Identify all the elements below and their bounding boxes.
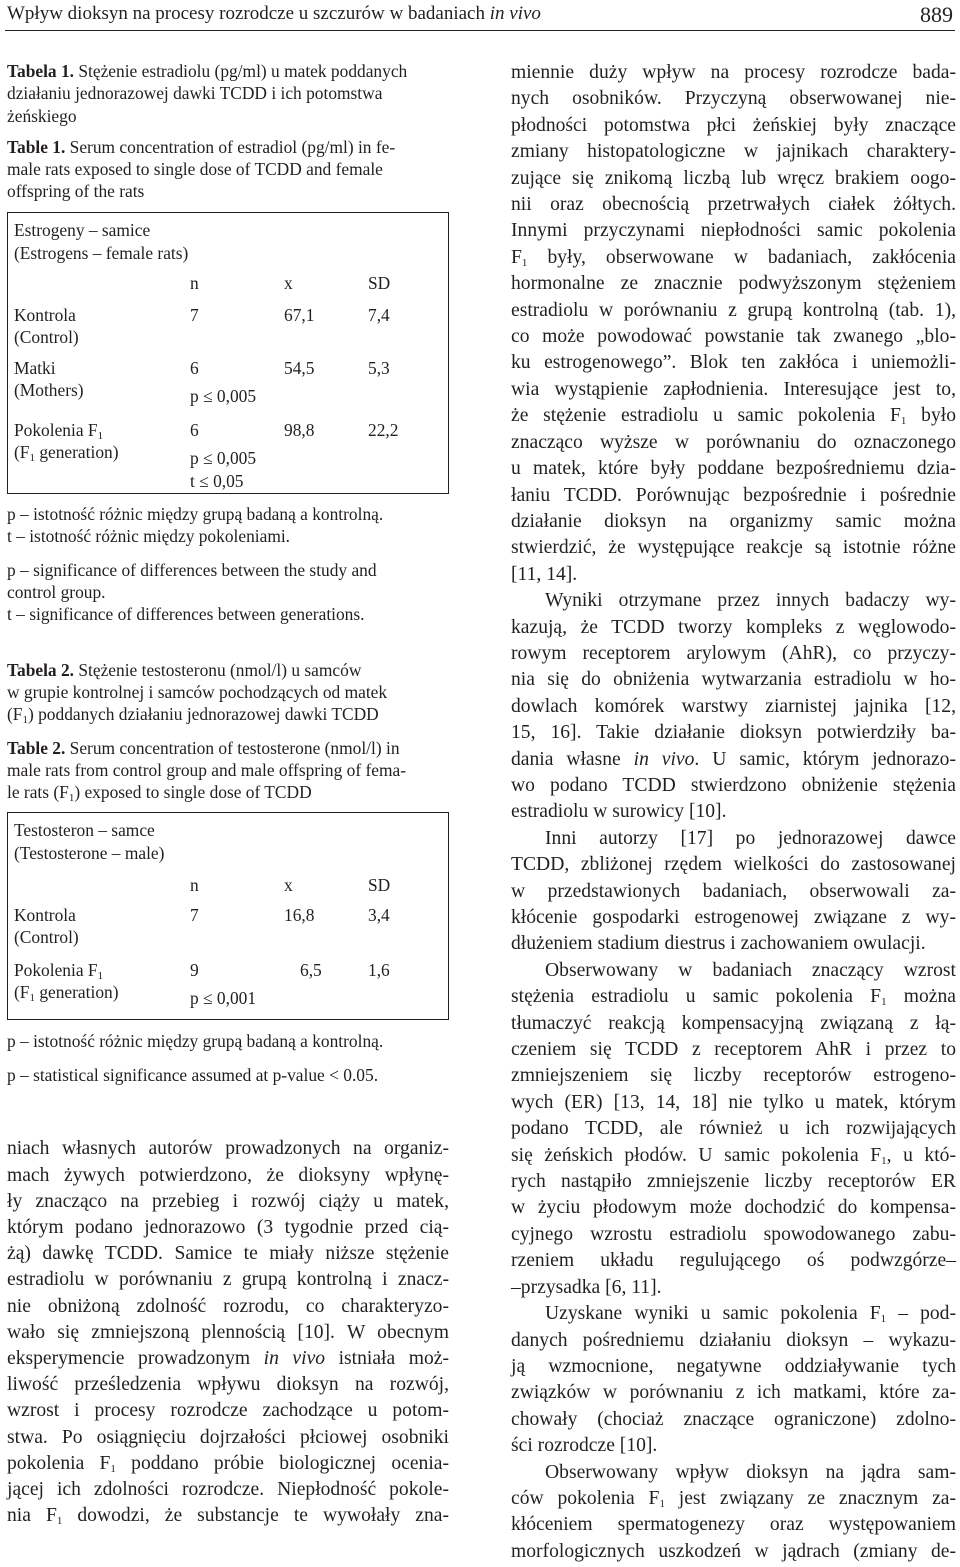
- table2: [7, 812, 449, 1020]
- table2-header-sd: SD: [368, 874, 391, 895]
- table2-header-x: x: [284, 874, 293, 895]
- table1-note: p – significance of differences between the study and: [7, 559, 377, 580]
- table2-note: p – statistical significance assumed at p-value < 0.05.: [7, 1065, 379, 1085]
- table2-group-en: (Testosterone – male): [14, 842, 165, 863]
- table-row: Kontrola (Control) 7 16,8 3,4: [14, 904, 390, 948]
- table2-header-row: [12, 874, 448, 904]
- table1-group-en: (Estrogens – female rats): [14, 242, 189, 263]
- left-column: [7, 60, 449, 1529]
- table2-caption-en: Table 2. Serum concentration of testosterone (nmol/l) in male rats from control group and male offspring of fema- le rats $(F_1)$ exposed to single dose of TCDD: [7, 737, 407, 805]
- table2-caption-pl: Tabela 2. Stężenie testosteronu (nmol/l) u samców w grupie kontrolnej i samców pochodzących od matek $(F_1)$ poddanych działaniu jednorazowej dawki TCDD: [7, 659, 388, 727]
- table1: [7, 212, 449, 494]
- running-header: [5, 2, 955, 31]
- table2-note: p – istotność różnic między grupą badaną a kontrolną.: [7, 1030, 384, 1051]
- right-column: miennie duży wpływ na procesy rozrodcze bada- nych osobników. Przyczyną obserwowanej nie- płodności potomstwa płci żeńskiej były znaczące zmiany histopatologiczne w jajnikach charaktery- zujące się znikomą liczbą lub wręcz brakiem oogo- nii oraz obecnością przetrwałych ciałek żółtych. Innymi przyczynami niepłodności samic pokolenia $F_1$ były, obserwowane w badaniach, zakłócenia hormonalne ze znacznie podwyższonym stężeniem estradiolu w porównaniu z grupą kontrolną (tab. 1), co może powodować powstanie tak zwanego „blo- ku estrogenowego”. Blok ten zakłóca i uniemożli- wia wystąpienie zapłodnienia. Interesujące jest to, że stężenie estradiolu u samic pokolenia $F_1$ było znacząco wyższe w porównaniu do oznaczonego u matek, które były poddane bezpośredniemu dzia- łaniu TCDD. Porównując bezpośrednie i pośrednie działanie dioksyn na organizmy samic można stwierdzić, że występujące reakcje są istotnie różne [11, 14]. Wyniki otrzymane przez innych badaczy wy- kazują, że TCDD tworzy kompleks z węglowodo- rowym receptorem arylowym (AhR), co przyczy- nia się do obniżenia wytwarzania estradiolu w ho- dowlach komórek warstwy ziarnistej jajnika [12, 15, 16]. Takie działanie dioksyn potwierdziły ba- dania własne in vivo. U samic, którym jednorazo- wo podano TCDD stwierdzono obniżenie stężenia estradiolu w surowicy [10]. Inni autorzy [17] po jednorazowej dawce TCDD, zbliżonej rzędem wielkości do zastosowanej w przedstawionych badaniach, obserwowali za- kłócenie gospodarki estrogenowej związane z wy- dłużeniem stadium diestrus i zachowaniem owulacji. Obserwowany w badaniach znaczący wzrost stężenia estradiolu u samic pokolenia $F_1$ można tłumaczyć reakcją kompensacyjną związaną z łą- czeniem się TCDD z receptorem AhR i przez to zmniejszeniem się liczby receptorów estrogeno- wych (ER) [13, 14, 18] nie tylko u matek, którym podano TCDD, ale również u ich rozwijających się żeńskich płodów. U samic pokolenia $F_1$, u któ- rych nastąpiło zmniejszenie liczby receptorów ER w życiu płodowym może dochodzić do kompensa- cyjnego wzrostu estradiolu spowodowanego zabu- rzeniem układu regulującego oś podwzgórze– –przysadka [6, 11]. Uzyskane wyniki u samic pokolenia $F_1 - pod-$ danych pośredniemu działaniu dioksyn – wykazu- ją wzmocnione, negatywne oddziaływanie tych związków w porównaniu z ich matkami, które za- chowały (chociaż znaczące ograniczone) zdolno- ści rozrodcze [10]. Obserwowany wpływ dioksyn na jądra sam- ców pokolenia $F_1$ jest związany ze znacznym za- kłóceniem spermatogenezy oraz występowaniem morfologicznych uszkodzeń w jądrach (zmiany de-: [511, 62, 957, 1562]
- table-row: Pokolenia $F_1$ ($F_1$ generation) 9 p ≤ 0,001 6,5 1,6: [14, 959, 390, 1009]
- table1-caption-en: Table 1. Serum concentration of estradiol (pg/ml) in fe- male rats exposed to single dose of TCDD and female offspring of the rats: [7, 136, 396, 202]
- table1-note: control group.: [7, 582, 106, 602]
- page-number: 889: [920, 2, 953, 27]
- table1-caption-pl: Tabela 1. Stężenie estradiolu (pg/ml) u matek poddanych działaniu jednorazowej dawki TCDD i ich potomstwa żeńskiego: [7, 61, 408, 126]
- table2-group-pl: Testosteron – samce: [14, 819, 155, 840]
- table1-group-pl: Estrogeny – samice: [14, 219, 151, 240]
- left-body-text: niach własnych autorów prowadzonych na organiz- mach żywych potwierdzono, że dioksyny wpłynę- ły znacząco na przebieg i rozwój ciąży u matek, którym podano jednorazowo (3 tygodnie przed cią- żą) dawkę TCDD. Samice te miały niższe stężenie estradiolu w porównaniu z grupą kontrolną i znacz- nie obniżoną zdolność rozrodu, co charakteryzo- wało się zmniejszoną plennością [10]. W obecnym eksperymencie prowadzonym in vivo istniała moż- liwość prześledzenia wpływu dioksyn na rozwój, wzrost i procesy rozrodcze zachodzące u potom- stwa. Po osiągnięciu dojrzałości płciowej osobniki pokolenia $F_1$ poddano próbie biologicznej oceniа- jącej ich zdolności rozrodcze. Niepłodność pokole- nia $F_1$ dowodzi, że substancje te wywołały zna-: [7, 1138, 449, 1528]
- header-title: Wpływ dioksyn na procesy rozrodcze u szczurów w badaniach in vivo: [7, 3, 541, 24]
- table1-note: p – istotność różnic między grupą badaną a kontrolną.: [7, 503, 384, 524]
- table1-header-x: x: [284, 272, 293, 293]
- table-row: Kontrola (Control) 7 67,1 7,4: [14, 304, 390, 348]
- table1-note: t – significance of differences between generations.: [7, 604, 365, 625]
- table2-header-n: n: [190, 874, 199, 895]
- table1-header-row: [12, 272, 448, 304]
- table1-note: t – istotność różnic między pokoleniami.: [7, 526, 291, 547]
- table-row: Matki (Mothers) 6 p ≤ 0,005 54,5 5,3: [14, 357, 390, 407]
- table1-header-n: n: [190, 272, 199, 293]
- table-row: Pokolenia $F_1$ ($F_1$ generation) 6 p ≤ 0,005 t ≤ 0,05 98,8 22,2: [14, 419, 399, 491]
- table1-header-sd: SD: [368, 272, 391, 293]
